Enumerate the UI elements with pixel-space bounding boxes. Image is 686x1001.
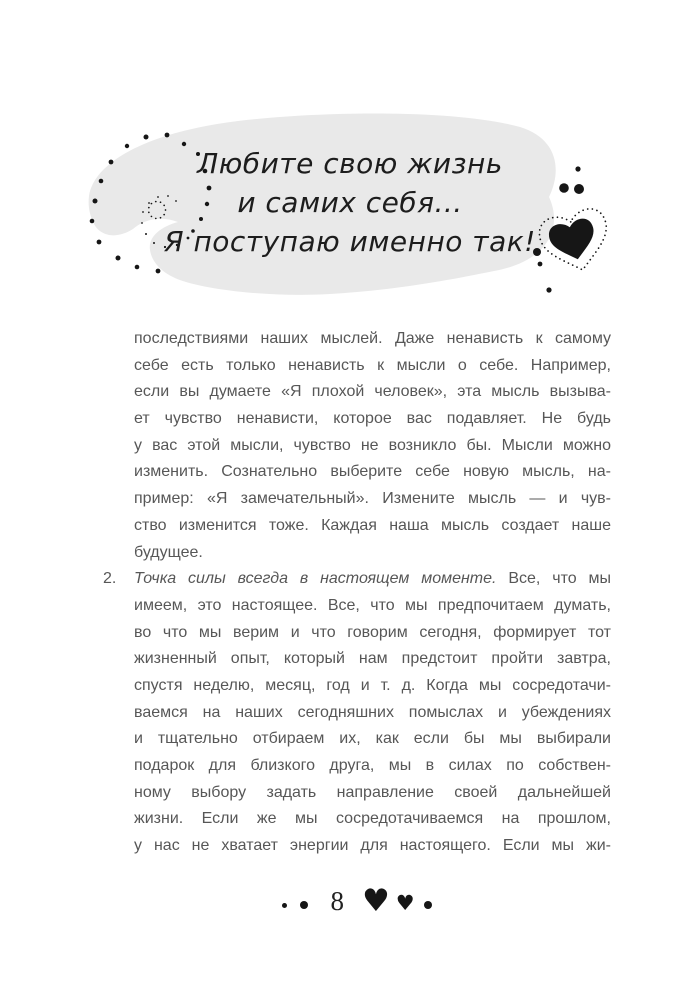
paragraph-item-1 bbox=[134, 326, 611, 566]
text-line: у нас не хватает энергии для настоящего. Если мы жи- bbox=[134, 837, 611, 855]
text-line: последствиями наших мыслей. Даже ненависть к самому bbox=[134, 330, 611, 347]
quote-line-3: Я поступаю именно так! bbox=[164, 225, 536, 258]
heart-icon-large: ♥ bbox=[361, 882, 390, 919]
text-line: спустя неделю, месяц, год и т. д. Когда мы сосредотачи- bbox=[134, 676, 611, 694]
dot-decoration bbox=[282, 903, 287, 908]
text-line: жизни. Если же мы сосредотачиваемся на прошлом, bbox=[134, 810, 611, 828]
text-line: пример: «Я замечательный». Измените мысль — и чув- bbox=[134, 490, 611, 508]
quote-line-1: Любите свою жизнь bbox=[197, 147, 503, 180]
text-line: жизненный опыт, который нам предстоит пройти завтра, bbox=[134, 650, 611, 668]
dot-decoration bbox=[300, 901, 308, 909]
text-line bbox=[134, 566, 611, 593]
text-line: ство изменится тоже. Каждая наша мысль создает наше bbox=[134, 516, 611, 534]
page-number: 8 bbox=[330, 885, 344, 916]
dot-decoration bbox=[424, 901, 432, 909]
text-line: ваемся на наших сегодняшних помыслах и убеждениях bbox=[134, 703, 611, 721]
list-item-number: 2. bbox=[103, 570, 117, 588]
text-line: себе есть только ненависть к мысли о себе. Например, bbox=[134, 356, 611, 374]
text-line: ному выбору задать направление своей дальнейшей bbox=[134, 783, 611, 801]
page-footer bbox=[14, 884, 686, 918]
quote-line-2: и самих себя... bbox=[237, 186, 463, 219]
text-line: если вы думаете «Я плохой человек», эта мысль вызыва- bbox=[134, 383, 611, 401]
text-line: во что мы верим и что говорим сегодня, формирует тот bbox=[134, 623, 611, 641]
body-text bbox=[103, 326, 612, 860]
text-line: имеем, это настоящее. Все, что мы предпочитаем думать, bbox=[134, 596, 611, 614]
heart-icon-small: ♥ bbox=[395, 890, 415, 915]
text-line: и тщательно отбираем их, как если бы мы выбирали bbox=[134, 730, 611, 748]
lead-rest: Все, что мы bbox=[496, 570, 612, 588]
text-line: будущее. bbox=[134, 543, 203, 561]
list-item-2 bbox=[103, 566, 612, 860]
text-line: изменить. Сознательно выберите себе новую мысль, на- bbox=[134, 463, 611, 481]
text-line: ет чувство ненависти, которое вас подавляет. Не будь bbox=[134, 410, 611, 428]
italic-lead-sentence: Точка силы всегда в настоящем моменте. bbox=[134, 570, 497, 588]
quote-text bbox=[150, 144, 550, 261]
text-line: подарок для близкого друга, мы в силах по собствен- bbox=[134, 757, 611, 774]
text-line: у вас этой мысли, чувство не возникло бы. Мысли можно bbox=[134, 436, 611, 454]
